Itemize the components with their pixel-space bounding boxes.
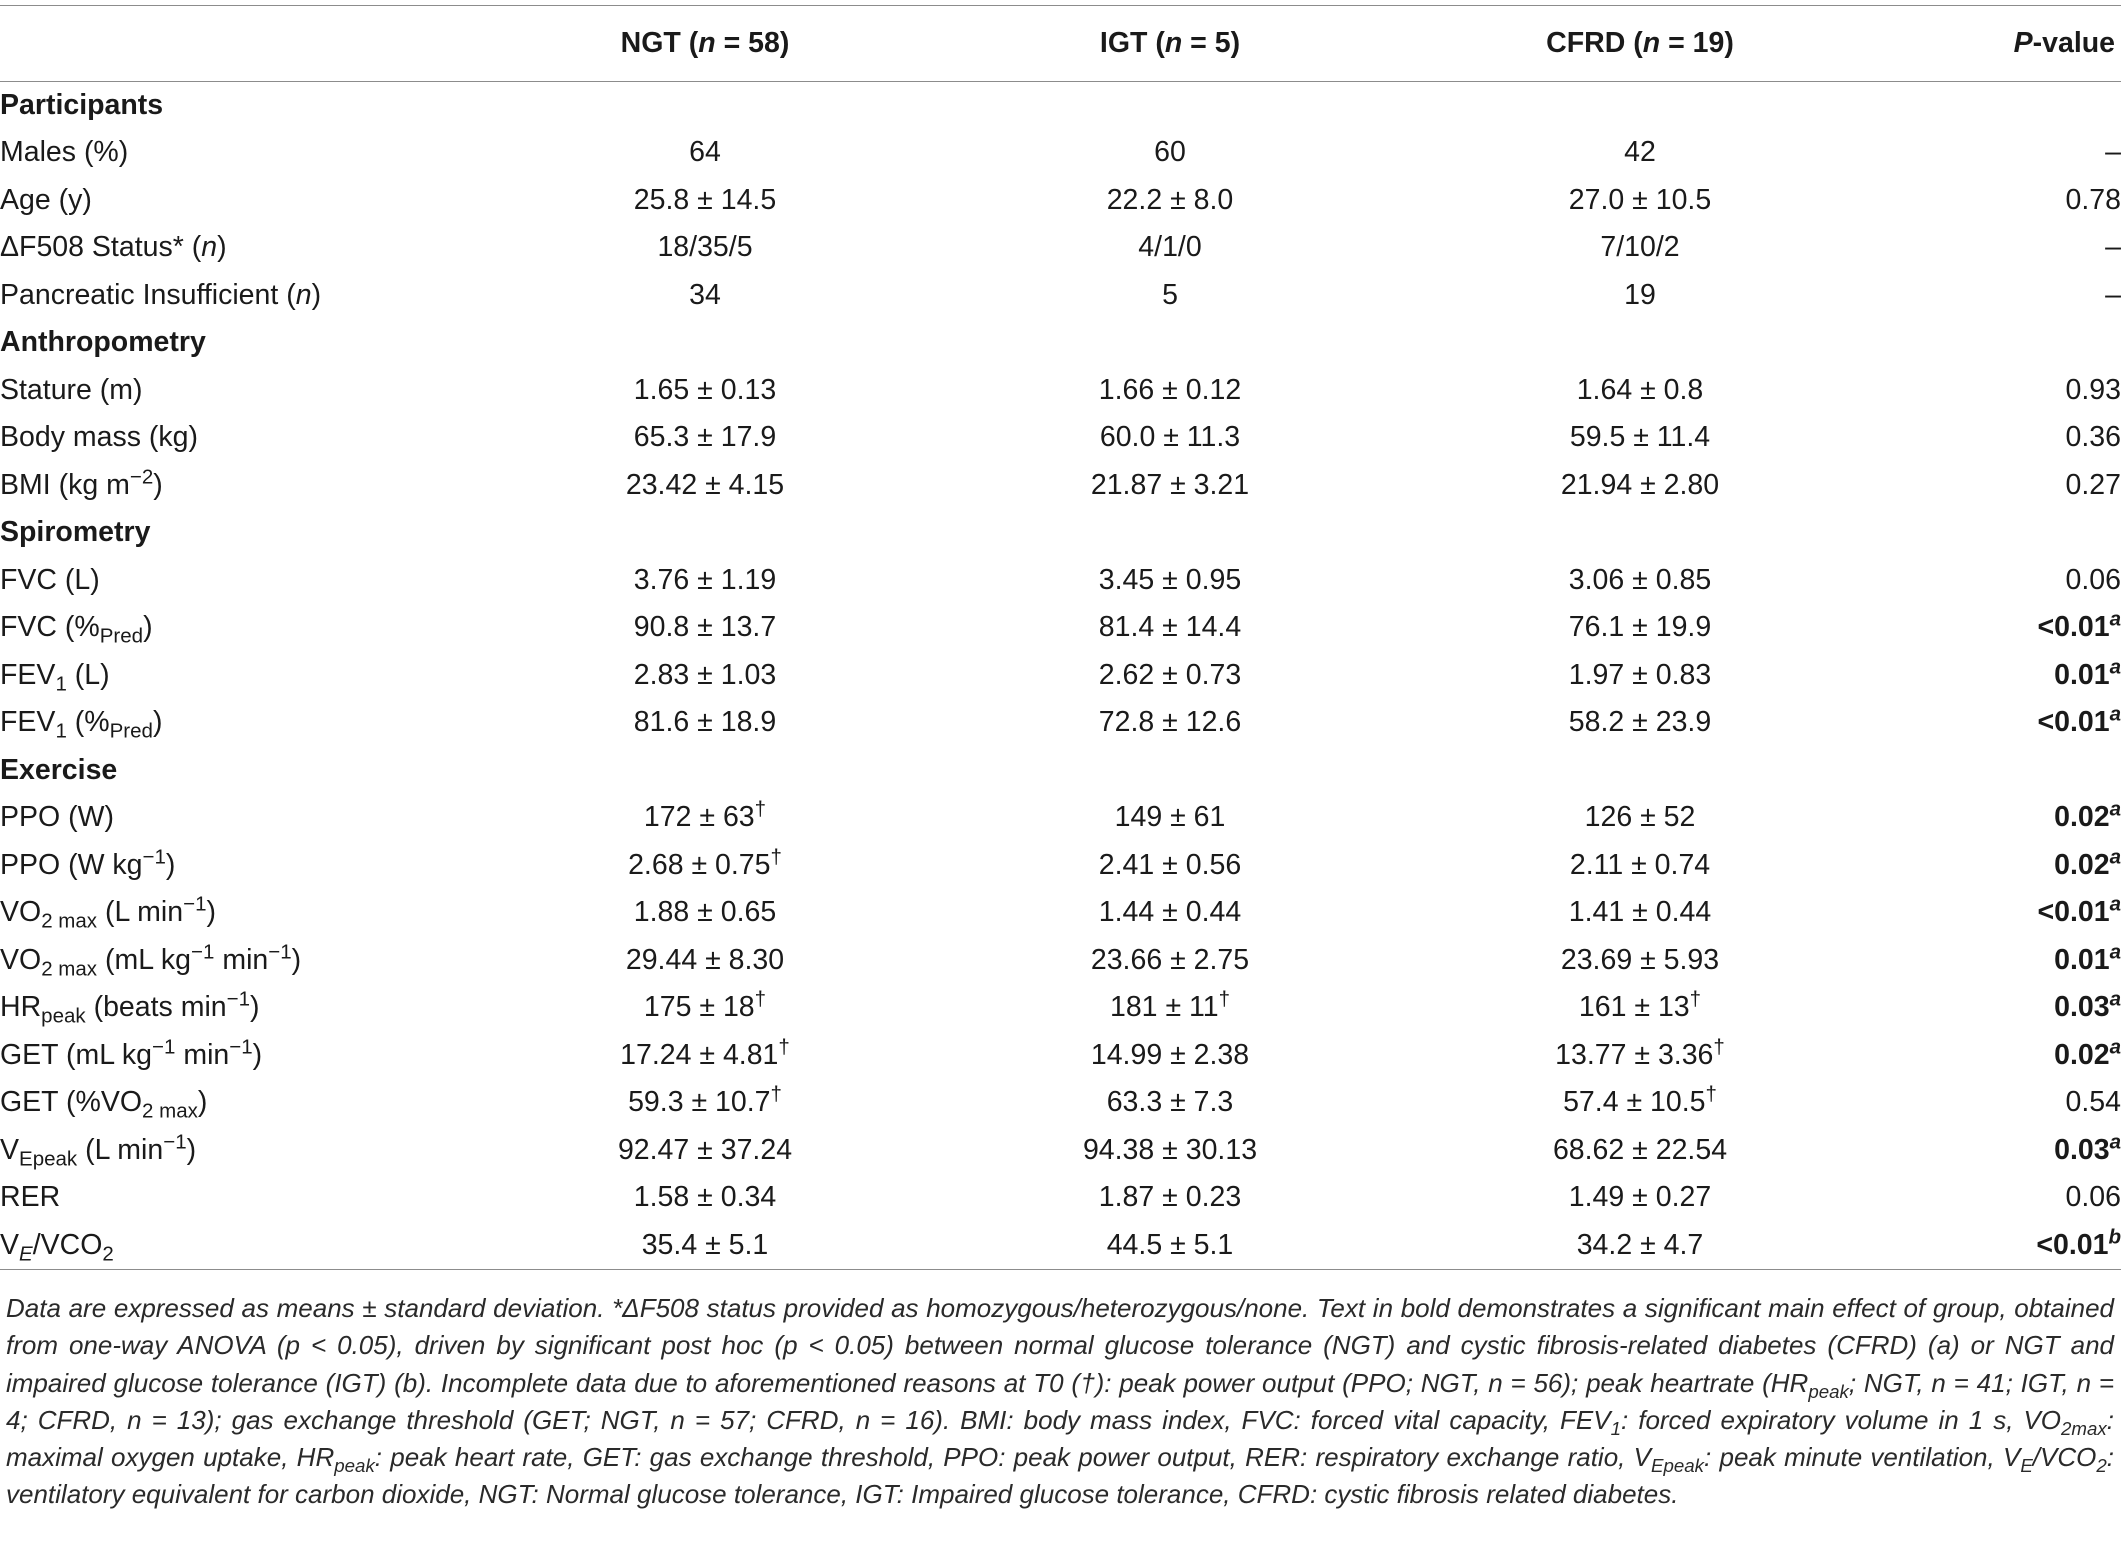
- table-row: [0, 794, 2121, 842]
- table-row: [0, 224, 2121, 272]
- cell-cfrd: 1.41 ± 0.44: [1568, 896, 1712, 929]
- cell-ngt: 92.47 ± 37.24: [617, 1133, 793, 1166]
- table-row: [0, 272, 2121, 320]
- cell-ngt: 25.8 ± 14.5: [633, 183, 777, 216]
- cell-cfrd: 1.64 ± 0.8: [1576, 373, 1704, 406]
- cell-p: –: [2105, 278, 2121, 311]
- header-variable: [0, 6, 540, 82]
- cell-ngt: 90.8 ± 13.7: [633, 611, 777, 644]
- row-label: BMI (kg $m^{-2}$): [0, 465, 163, 501]
- table-row: [0, 937, 2121, 985]
- cell-p: –: [2105, 231, 2121, 264]
- cell-ngt: 81.6 ± 18.9: [633, 706, 777, 739]
- row-label: FVC (L): [0, 563, 100, 596]
- cell-cfrd: 57.4 ± 10.5†: [1563, 1082, 1717, 1119]
- cell-ngt: 59.3 ± 10.7†: [628, 1082, 782, 1119]
- row-label: Pancreatic Insufficient (n): [0, 278, 322, 311]
- cell-cfrd: 161 ± 13†: [1578, 987, 1702, 1024]
- cell-p: 0.02$^a$: [2054, 845, 2121, 881]
- row-label: GET $(\%VO_{2 max})$: [0, 1086, 208, 1123]
- cell-cfrd: 59.5 ± 11.4: [1569, 421, 1711, 454]
- cell-p: <0.01$^b$: [1810, 1222, 2121, 1270]
- header-igt: IGT (n = 5): [870, 6, 1470, 82]
- row-label: FVC $(\%_{Pred})$: [0, 611, 153, 648]
- cell-p: 0.93: [2065, 373, 2121, 406]
- row-label: Age (y): [0, 183, 92, 216]
- cell-igt: 21.87 ± 3.21: [1090, 468, 1250, 501]
- cell-p: <0.01$^a$: [2037, 702, 2121, 739]
- cell-ngt: 1.65 ± 0.13: [633, 373, 777, 406]
- row-label: $V_{Epeak}$ (L $\min^{-1}$): [0, 1130, 197, 1171]
- table-row: [0, 557, 2121, 605]
- cell-p: 0.78: [2065, 183, 2121, 216]
- cell-cfrd: 3.06 ± 0.85: [1568, 563, 1712, 596]
- section-row: [0, 319, 2121, 367]
- cell-ngt: 18/35/5: [657, 231, 753, 264]
- header-cfrd: CFRD (n = 19): [1470, 6, 1810, 82]
- header-p-value: P-value: [1810, 6, 2121, 82]
- cell-igt: 44.5 ± 5.1: [870, 1222, 1470, 1270]
- cell-p: 0.27: [2065, 468, 2121, 501]
- cell-igt: 72.8 ± 12.6: [1098, 706, 1242, 739]
- cell-p: <0.01$^a$: [2037, 607, 2121, 644]
- cell-cfrd: 23.69 ± 5.93: [1560, 943, 1720, 976]
- row-label: $FEV_1$ (L): [0, 658, 110, 696]
- cell-p: 0.36: [2065, 421, 2121, 454]
- row-label: PPO (W): [0, 801, 114, 834]
- cell-p: 0.03$^a$: [2054, 987, 2121, 1024]
- cell-igt: 2.62 ± 0.73: [1098, 658, 1242, 691]
- table-row: [0, 652, 2121, 700]
- cell-ngt: 175 ± 18†: [643, 987, 767, 1024]
- cell-ngt: 1.88 ± 0.65: [633, 896, 777, 929]
- table-footnote: Data are expressed as means ± standard deviation. *ΔF508 status provided as homozygous/heterozygous/none. Text in bold demonstrates a significant main effect of group, obtained from one-way ANOVA (p < 0.05), driven by significant post hoc (p < 0.05) between normal glucose tolerance (NGT) and cystic fibrosis-related diabetes (CFRD) (a) or NGT and impaired glucose tolerance (IGT) (b). Incomplete data due to aforementioned reasons at T0 (†): peak power output (PPO; NGT, n = 56); peak heartrate ($HR_{peak}$; NGT, n = 41; IGT, n = 4; CFRD, n = 13); gas exchange threshold (GET; NGT, n = 57; CFRD, n = 16). BMI: body mass index, FVC: forced vital capacity, $FEV_1$: forced expiratory volume in 1 s, $VO_{2max}$: maximal oxygen uptake, $HR_{peak}$: peak heart rate, GET: gas exchange threshold, PPO: peak power output, RER: respiratory exchange ratio, $V_{Epeak}$: peak minute ventilation, $V_E/VCO_2$: ventilatory equivalent for carbon dioxide, NGT: Normal glucose tolerance, IGT: Impaired glucose tolerance, CFRD: cystic fibrosis related diabetes.: [6, 1293, 2115, 1510]
- section-row: [0, 509, 2121, 557]
- cell-cfrd: 1.97 ± 0.83: [1568, 658, 1712, 691]
- cell-cfrd: 2.11 ± 0.74: [1569, 848, 1711, 881]
- cell-igt: 181 ± 11†: [1109, 987, 1231, 1024]
- row-label: $VO_{2 max}$ (mL $kg^{-1}$ $\min^{-1}$): [0, 940, 302, 981]
- cell-p: 0.02$^a$: [2054, 797, 2121, 834]
- cell-p: 0.54: [2065, 1086, 2121, 1119]
- cell-igt: 1.44 ± 0.44: [1098, 896, 1242, 929]
- results-table: [0, 5, 2121, 1270]
- cell-ngt: 34: [689, 278, 721, 311]
- table-row: [0, 462, 2121, 510]
- table-row: [0, 1127, 2121, 1175]
- cell-igt: 63.3 ± 7.3: [1106, 1086, 1234, 1119]
- row-label: $VO_{2 max}$ (L $\min^{-1}$): [0, 892, 216, 933]
- cell-cfrd: 13.77 ± 3.36†: [1555, 1035, 1725, 1071]
- cell-ngt: 35.4 ± 5.1: [540, 1222, 870, 1270]
- cell-igt: 23.66 ± 2.75: [1090, 943, 1250, 976]
- cell-igt: 1.87 ± 0.23: [1098, 1181, 1242, 1214]
- cell-p: –: [2105, 136, 2121, 169]
- row-label: RER: [0, 1181, 61, 1214]
- cell-cfrd: 68.62 ± 22.54: [1552, 1133, 1728, 1166]
- cell-igt: 149 ± 61: [1114, 801, 1226, 834]
- cell-cfrd: 21.94 ± 2.80: [1560, 468, 1720, 501]
- cell-igt: 2.41 ± 0.56: [1098, 848, 1242, 881]
- cell-cfrd: 27.0 ± 10.5: [1568, 183, 1712, 216]
- cell-p: 0.06: [2065, 1181, 2121, 1214]
- table-row: [0, 1032, 2121, 1080]
- cell-ngt: 65.3 ± 17.9: [633, 421, 777, 454]
- cell-ngt: 172 ± 63†: [643, 797, 767, 834]
- cell-p: 0.01$^a$: [2054, 940, 2121, 976]
- table-row: [0, 414, 2121, 462]
- row-label: Stature (m): [0, 373, 143, 406]
- section-row: [0, 82, 2121, 130]
- cell-igt: 60.0 ± 11.3: [1099, 421, 1241, 454]
- row-label: $FEV_1$ $(\%_{Pred})$: [0, 706, 163, 743]
- section-participants: Participants: [0, 89, 164, 121]
- table-row: [0, 1222, 2121, 1270]
- table-row: [0, 1174, 2121, 1222]
- section-exercise: Exercise: [0, 753, 118, 786]
- cell-cfrd: 58.2 ± 23.9: [1568, 706, 1712, 739]
- cell-p: 0.02$^a$: [2054, 1035, 2121, 1071]
- table-row: [0, 604, 2121, 652]
- cell-ngt: 64: [689, 136, 721, 169]
- cell-ngt: 1.58 ± 0.34: [633, 1181, 777, 1214]
- cell-ngt: 3.76 ± 1.19: [633, 563, 777, 596]
- cell-igt: 3.45 ± 0.95: [1098, 563, 1242, 596]
- cell-cfrd: 76.1 ± 19.9: [1568, 611, 1712, 644]
- cell-p: 0.03$^a$: [2054, 1130, 2121, 1166]
- cell-p: <0.01$^a$: [2037, 892, 2121, 929]
- section-anthropometry: Anthropometry: [0, 326, 206, 359]
- section-spirometry: Spirometry: [0, 516, 151, 549]
- cell-igt: 60: [1154, 136, 1186, 169]
- row-label: $V_E/VCO_2$: [0, 1222, 540, 1270]
- cell-igt: 94.38 ± 30.13: [1082, 1133, 1258, 1166]
- table-row: [0, 129, 2121, 177]
- cell-p: 0.01$^a$: [2054, 655, 2121, 691]
- cell-ngt: 17.24 ± 4.81†: [620, 1035, 790, 1071]
- table-row: [0, 984, 2121, 1032]
- header-row: [0, 6, 2121, 82]
- table-row: [0, 367, 2121, 415]
- cell-igt: 4/1/0: [1138, 231, 1202, 264]
- cell-igt: 81.4 ± 14.4: [1098, 611, 1242, 644]
- table-row: [0, 842, 2121, 890]
- cell-ngt: 23.42 ± 4.15: [625, 468, 785, 501]
- table-row: [0, 177, 2121, 225]
- header-ngt: NGT (n = 58): [540, 6, 870, 82]
- cell-p: 0.06: [2065, 563, 2121, 596]
- cell-ngt: 2.68 ± 0.75†: [628, 845, 782, 881]
- row-label: $HR_{peak}$ (beats $\min^{-1}$): [0, 987, 260, 1028]
- table-row: [0, 1079, 2121, 1127]
- row-label: PPO (W $kg^{-1}$): [0, 845, 176, 881]
- cell-cfrd: 19: [1624, 278, 1656, 311]
- row-label: Body mass (kg): [0, 421, 198, 454]
- table-row: [0, 699, 2121, 747]
- cell-cfrd: 126 ± 52: [1584, 801, 1696, 834]
- row-label: Males (%): [0, 136, 129, 169]
- row-label: GET (mL $kg^{-1}$ $\min^{-1}$): [0, 1035, 263, 1071]
- cell-igt: 5: [1162, 278, 1178, 311]
- cell-igt: 22.2 ± 8.0: [1106, 183, 1234, 216]
- cell-ngt: 2.83 ± 1.03: [633, 658, 777, 691]
- cell-cfrd: 34.2 ± 4.7: [1470, 1222, 1810, 1270]
- cell-cfrd: 7/10/2: [1600, 231, 1680, 264]
- cell-igt: 1.66 ± 0.12: [1098, 373, 1242, 406]
- cell-igt: 14.99 ± 2.38: [1090, 1038, 1250, 1071]
- cell-cfrd: 42: [1624, 136, 1656, 169]
- section-row: [0, 747, 2121, 795]
- row-label: ΔF508 Status* (n): [0, 231, 227, 264]
- cell-cfrd: 1.49 ± 0.27: [1568, 1181, 1712, 1214]
- cell-ngt: 29.44 ± 8.30: [625, 943, 785, 976]
- table-row: [0, 889, 2121, 937]
